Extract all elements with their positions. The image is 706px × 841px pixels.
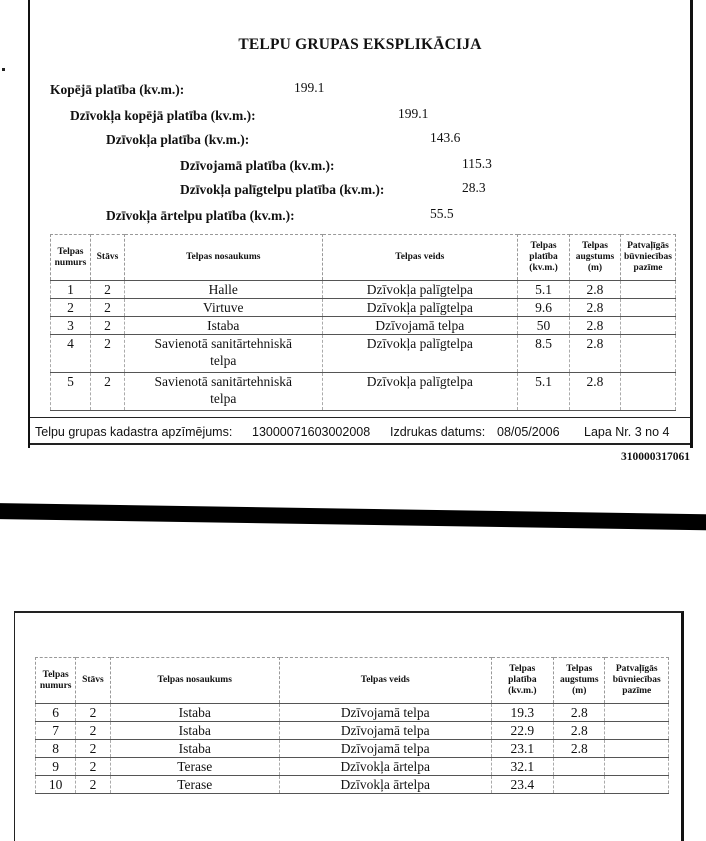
table-row [51,335,676,373]
cell-stavs: 2 [90,373,124,411]
cell-patvaligas [620,335,675,373]
cell-platiba: 22.9 [491,722,553,740]
cell-numurs: 8 [36,740,76,758]
dzivokla-platiba-label: Dzīvokļa platība (kv.m.): [106,132,250,147]
header-platiba: Telpas platība (kv.m.) [491,658,553,704]
table-header-row [51,235,676,281]
header-augstums: Telpas augstums (m) [570,235,621,281]
cell-veids: Dzīvokļa palīgtelpa [322,335,518,373]
table-row [36,740,669,758]
cell-augstums: 2.8 [554,722,605,740]
cell-augstums: 2.8 [570,317,621,335]
cell-augstums: 2.8 [570,299,621,317]
cell-augstums: 2.8 [570,335,621,373]
cell-stavs: 2 [90,299,124,317]
cell-veids: Dzīvojamā telpa [322,317,518,335]
cell-augstums [554,758,605,776]
kadastra-label: Telpu grupas kadastra apzīmējums: [35,425,233,439]
table-row [51,317,676,335]
cell-nosaukums: Istaba [110,722,279,740]
header-stavs: Stāvs [76,658,110,704]
cell-patvaligas [605,740,669,758]
scan-speck [2,68,5,71]
header-numurs: Telpas numurs [36,658,76,704]
table-row [36,722,669,740]
cell-veids: Dzīvokļa ārtelpa [279,758,491,776]
cell-stavs: 2 [90,281,124,299]
izdrukas-label: Izdrukas datums: [390,425,486,439]
table-row [51,281,676,299]
cell-platiba: 9.6 [518,299,570,317]
cell-platiba: 23.1 [491,740,553,758]
table-header-row [36,658,669,704]
header-nosaukums: Telpas nosaukums [124,235,322,281]
cell-veids: Dzīvokļa palīgtelpa [322,299,518,317]
cell-numurs: 6 [36,704,76,722]
cell-numurs: 3 [51,317,91,335]
cell-platiba: 8.5 [518,335,570,373]
table-row [36,704,669,722]
cell-veids: Dzīvokļa palīgtelpa [322,281,518,299]
cell-patvaligas [620,281,675,299]
cell-numurs: 1 [51,281,91,299]
page-title: TELPU GRUPAS EKSPLIKĀCIJA [238,36,482,53]
document-page-1 [28,0,693,448]
cell-nosaukums: Savienotā sanitārtehniskā telpa [124,335,322,373]
cell-nosaukums: Savienotā sanitārtehniskā telpa [124,373,322,411]
cell-stavs: 2 [76,704,110,722]
cell-numurs: 7 [36,722,76,740]
scan-separator-bar [0,503,706,530]
paligtelpu-platiba-label: Dzīvokļa palīgtelpu platība (kv.m.): [180,182,385,197]
cell-augstums: 2.8 [570,373,621,411]
artelpu-platiba-value: 55.5 [430,206,454,221]
header-platiba: Telpas platība (kv.m.) [518,235,570,281]
cell-veids: Dzīvojamā telpa [279,704,491,722]
cell-nosaukums: Istaba [110,740,279,758]
page-footer [30,417,690,445]
cell-nosaukums: Virtuve [124,299,322,317]
cell-augstums [554,776,605,794]
header-nosaukums: Telpas nosaukums [110,658,279,704]
header-patvaligas: Patvaļīgās būvniecības pazīme [605,658,669,704]
cell-numurs: 10 [36,776,76,794]
header-veids: Telpas veids [279,658,491,704]
header-patvaligas: Patvaļīgās būvniecības pazīme [620,235,675,281]
cell-platiba: 5.1 [518,373,570,411]
header-numurs: Telpas numurs [51,235,91,281]
cell-patvaligas [605,758,669,776]
document-page-2 [14,611,684,841]
cell-veids: Dzīvokļa ārtelpa [279,776,491,794]
izdrukas-value: 08/05/2006 [497,425,560,439]
cell-veids: Dzīvojamā telpa [279,722,491,740]
cell-patvaligas [620,373,675,411]
table-row [51,373,676,411]
cell-numurs: 5 [51,373,91,411]
room-table-page-2 [35,657,669,794]
cell-stavs: 2 [76,722,110,740]
cell-patvaligas [620,317,675,335]
cell-nosaukums: Terase [110,776,279,794]
cell-stavs: 2 [90,317,124,335]
kopeja-platiba-label: Kopējā platība (kv.m.): [50,82,185,97]
cell-patvaligas [620,299,675,317]
cell-platiba: 5.1 [518,281,570,299]
cell-veids: Dzīvokļa palīgtelpa [322,373,518,411]
cell-patvaligas [605,776,669,794]
dzivokla-kopeja-platiba-label: Dzīvokļa kopējā platība (kv.m.): [70,108,256,123]
page-number: Lapa Nr. 3 no 4 [584,425,670,439]
document-number: 310000317061 [621,451,690,463]
kopeja-platiba-value: 199.1 [294,80,325,95]
room-table-page-1 [50,234,676,411]
cell-patvaligas [605,722,669,740]
cell-numurs: 9 [36,758,76,776]
cell-nosaukums: Istaba [124,317,322,335]
cell-stavs: 2 [76,758,110,776]
cell-veids: Dzīvojamā telpa [279,740,491,758]
table-row [36,758,669,776]
cell-platiba: 19.3 [491,704,553,722]
cell-nosaukums: Terase [110,758,279,776]
cell-nosaukums: Halle [124,281,322,299]
cell-augstums: 2.8 [554,704,605,722]
dzivojama-platiba-label: Dzīvojamā platība (kv.m.): [180,158,335,173]
cell-stavs: 2 [76,740,110,758]
cell-stavs: 2 [76,776,110,794]
cell-nosaukums: Istaba [110,704,279,722]
dzivokla-kopeja-platiba-value: 199.1 [398,106,429,121]
artelpu-platiba-label: Dzīvokļa ārtelpu platība (kv.m.): [106,208,295,223]
cell-platiba: 23.4 [491,776,553,794]
cell-platiba: 50 [518,317,570,335]
kadastra-value: 13000071603002008 [252,425,371,439]
table-row [36,776,669,794]
cell-augstums: 2.8 [554,740,605,758]
table-row [51,299,676,317]
cell-platiba: 32.1 [491,758,553,776]
cell-augstums: 2.8 [570,281,621,299]
header-veids: Telpas veids [322,235,518,281]
cell-stavs: 2 [90,335,124,373]
dzivokla-platiba-value: 143.6 [430,130,461,145]
paligtelpu-platiba-value: 28.3 [462,180,486,195]
header-augstums: Telpas augstums (m) [554,658,605,704]
header-stavs: Stāvs [90,235,124,281]
cell-numurs: 2 [51,299,91,317]
cell-patvaligas [605,704,669,722]
dzivojama-platiba-value: 115.3 [462,156,492,171]
cell-numurs: 4 [51,335,91,373]
